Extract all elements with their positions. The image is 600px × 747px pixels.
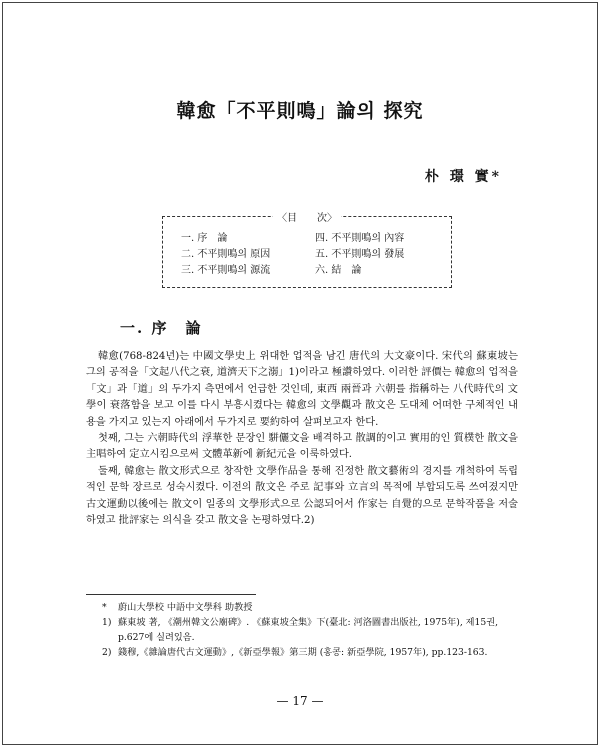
footnote-text: 錢穆,《雜論唐代古文運動》,《新亞學報》第三期 (홍콩: 新亞學院, 1957年), pp.123-163. — [118, 647, 488, 658]
footnote-divider — [86, 594, 256, 595]
toc-item: 三. 不平則鳴의 源流 — [181, 265, 271, 276]
toc-item: 一. 序 論 — [181, 233, 228, 244]
paper-title: 韓愈「不平則鳴」論의 探究 — [176, 100, 424, 122]
paragraph: 첫째, 그는 六朝時代의 浮華한 문장인 駢儷文을 배격하고 散調的이고 實用的인 質樸한 散文을 主唱하여 定立시킴으로써 文體革新에 新紀元을 이룩하였다. — [86, 433, 518, 461]
section-heading: 一. 序 論 — [120, 319, 203, 337]
toc-item: 五. 不平則鳴의 發展 — [315, 249, 405, 260]
footnote-marker: 2) — [102, 647, 112, 658]
toc-item: 二. 不平則鳴의 原因 — [181, 249, 271, 260]
author-name: 朴 璟 實* — [424, 169, 502, 185]
toc-left-column — [181, 231, 270, 279]
footnote-marker: 1) — [102, 617, 112, 628]
body-text — [86, 349, 518, 529]
paragraph: 韓愈(768-824년)는 中國文學史上 위대한 업적을 남긴 唐代의 大文豪이다. 宋代의 蘇東坡는 그의 공적을「文起八代之衰, 道濟天下之溺」1)이라고 極讚하였다. 이러한 評價는 韓愈의 업적을「文」과「道」의 두가지 측면에서 언급한 것인데, 東西 兩晉과 六朝를 指稱하는 八代時代의 文學이 衰落함을 보고 이를 다시 부흥시켰다는 韓愈의 文學觀과 散文은 도대체 어떠한 구체적인 내용을 가지고 있는지 아래에서 두가지로 要約하여 살펴보고자 한다. — [86, 351, 519, 428]
toc-heading: 〈目 次〉 — [273, 209, 341, 224]
footnote — [104, 645, 518, 660]
toc-item: 四. 不平則鳴의 內容 — [315, 233, 405, 244]
paragraph: 둘째, 韓愈는 散文形式으로 창작한 文學作品을 통해 진정한 散文藝術의 경지를 개척하여 독립적인 문학 장르로 성숙시켰다. 이전의 散文은 주로 記事와 立言의 목적에 부합되도록 쓰여졌지만 古文運動以後에는 散文이 일종의 文學形式으로 公認되어서 作家는 自覺的으로 문학작품을 저술하였고 批評家는 의식을 갖고 散文을 논평하였다.2) — [86, 465, 518, 527]
toc-right-column — [315, 231, 404, 279]
footnote-marker: * — [102, 602, 107, 613]
page-number: — 17 — — [276, 694, 324, 708]
footnote-text: 蘇東坡 著, 《潮州韓文公廟碑》. 《蘇東坡全集》下(臺北: 河洛圖書出版社, 1975年), 제15권, p.627에 실려있음. — [118, 617, 499, 643]
footnote — [104, 600, 518, 615]
toc-item: 六. 結 論 — [315, 265, 362, 276]
footnote-text: 蔚山大學校 中語中文學科 助教授 — [118, 602, 253, 613]
footnote — [104, 615, 518, 645]
footnotes — [104, 600, 518, 660]
table-of-contents — [162, 213, 452, 288]
